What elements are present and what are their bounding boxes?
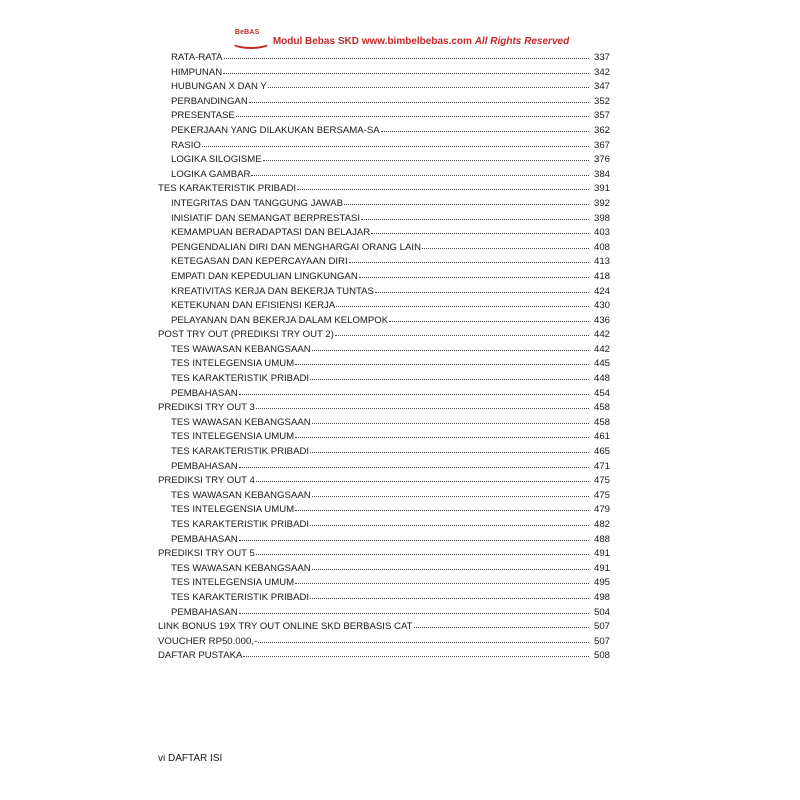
toc-entry-label: TES WAWASAN KEBANGSAAN: [171, 343, 311, 355]
toc-entry-label: TES INTELEGENSIA UMUM: [171, 577, 295, 589]
header-title-text: Modul Bebas SKD www.bimbelbebas.com: [272, 35, 472, 47]
toc-entry-label: PEMBAHASAN: [171, 606, 238, 618]
toc-entry-sub[interactable]: [158, 80, 610, 95]
toc-entry-sub[interactable]: [158, 562, 610, 577]
toc-entry-page-number: 436: [593, 314, 610, 326]
toc-entry-page-number: 367: [593, 139, 610, 151]
toc-entry-label: PELAYANAN DAN BEKERJA DALAM KELOMPOK: [171, 314, 389, 326]
toc-entry-label: INISIATIF DAN SEMANGAT BERPRESTASI: [171, 212, 361, 224]
toc-entry-page-number: 448: [593, 373, 610, 385]
toc-entry-label: EMPATI DAN KEPEDULIAN LINGKUNGAN: [171, 270, 358, 282]
toc-entry-sub[interactable]: [158, 416, 610, 431]
header-rights: All Rights Reserved: [474, 35, 570, 47]
toc-entry-page-number: 413: [593, 256, 610, 268]
toc-dot-leader: [295, 575, 589, 584]
toc-dot-leader: [239, 386, 589, 395]
toc-entry-label: TES INTELEGENSIA UMUM: [171, 431, 295, 443]
toc-dot-leader: [239, 532, 589, 541]
toc-entry[interactable]: [158, 474, 610, 489]
toc-entry-page-number: 491: [593, 548, 610, 560]
toc-entry-label: INTEGRITAS DAN TANGGUNG JAWAB: [171, 197, 343, 209]
toc-dot-leader: [375, 284, 589, 293]
toc-dot-leader: [312, 415, 589, 424]
toc-entry-label: PEMBAHASAN: [171, 387, 238, 399]
toc-entry-label: TES WAWASAN KEBANGSAAN: [171, 489, 311, 501]
toc-entry-page-number: 461: [593, 431, 610, 443]
toc-dot-leader: [256, 473, 589, 482]
toc-entry-sub[interactable]: [158, 533, 610, 548]
page-header: [0, 29, 800, 49]
toc-entry-page-number: 471: [593, 460, 610, 472]
toc-entry-page-number: 352: [593, 95, 610, 107]
toc-entry-page-number: 392: [593, 197, 610, 209]
page-footer: vi DAFTAR ISI: [158, 753, 223, 764]
toc-dot-leader: [223, 65, 589, 74]
toc-entry-page-number: 442: [593, 343, 610, 355]
toc-dot-leader: [312, 342, 589, 351]
toc-entry-label: TES KARAKTERISTIK PRIBADI: [171, 373, 310, 385]
toc-entry-page-number: 507: [593, 621, 610, 633]
toc-dot-leader: [236, 108, 589, 117]
toc-entry-label: KEMAMPUAN BERADAPTASI DAN BELAJAR: [171, 227, 371, 239]
toc-entry-sub[interactable]: [158, 241, 610, 256]
toc-entry-page-number: 398: [593, 212, 610, 224]
toc-entry-page-number: 342: [593, 66, 610, 78]
toc-entry[interactable]: [158, 635, 610, 650]
toc-entry[interactable]: [158, 328, 610, 343]
toc-entry-sub[interactable]: [158, 372, 610, 387]
toc-entry-sub[interactable]: [158, 357, 610, 372]
toc-entry-page-number: 357: [593, 110, 610, 122]
toc-entry-sub[interactable]: [158, 299, 610, 314]
toc-entry-page-number: 403: [593, 227, 610, 239]
toc-entry-label: RASIO: [171, 139, 201, 151]
toc-entry-page-number: 424: [593, 285, 610, 297]
toc-entry-page-number: 475: [593, 489, 610, 501]
toc-dot-leader: [344, 196, 589, 205]
toc-entry-page-number: 391: [593, 183, 610, 195]
toc-entry-page-number: 458: [593, 402, 610, 414]
toc-entry-label: PRESENTASE: [171, 110, 235, 122]
toc-entry-label: KREATIVITAS KERJA DAN BEKERJA TUNTAS: [171, 285, 374, 297]
toc-entry-sub[interactable]: [158, 109, 610, 124]
toc-dot-leader: [256, 546, 589, 555]
toc-dot-leader: [422, 240, 589, 249]
toc-dot-leader: [297, 181, 589, 190]
toc-entry[interactable]: [158, 401, 610, 416]
logo-swoosh: [231, 36, 271, 49]
toc-entry-page-number: 498: [593, 591, 610, 603]
toc-entry-sub[interactable]: [158, 387, 610, 402]
toc-entry-page-number: 465: [593, 446, 610, 458]
toc-entry-label: DAFTAR PUSTAKA: [158, 650, 243, 662]
toc-entry-page-number: 408: [593, 241, 610, 253]
toc-dot-leader: [359, 269, 589, 278]
toc-dot-leader: [414, 619, 590, 628]
toc-entry-page-number: 454: [593, 387, 610, 399]
toc-dot-leader: [249, 94, 589, 103]
toc-dot-leader: [263, 152, 589, 161]
toc-entry-sub[interactable]: [158, 445, 610, 460]
toc-entry-sub[interactable]: [158, 168, 610, 183]
toc-entry-sub[interactable]: [158, 124, 610, 139]
toc-entry-page-number: 479: [593, 504, 610, 516]
toc-entry-label: TES KARAKTERISTIK PRIBADI: [171, 591, 310, 603]
toc-dot-leader: [310, 371, 589, 380]
toc-entry-sub[interactable]: [158, 489, 610, 504]
toc-entry-label: PREDIKSI TRY OUT 4: [158, 475, 255, 487]
toc-dot-leader: [239, 605, 589, 614]
toc-dot-leader: [295, 356, 589, 365]
toc-entry-sub[interactable]: [158, 270, 610, 285]
toc-dot-leader: [268, 79, 589, 88]
toc-dot-leader: [310, 517, 589, 526]
toc-entry-page-number: 430: [593, 300, 610, 312]
toc-entry-sub[interactable]: [158, 226, 610, 241]
toc-entry-page-number: 347: [593, 81, 610, 93]
toc-dot-leader: [335, 327, 589, 336]
toc-entry[interactable]: [158, 649, 610, 664]
toc-dot-leader: [251, 167, 589, 176]
toc-entry-label: PEMBAHASAN: [171, 460, 238, 472]
toc-entry-page-number: 445: [593, 358, 610, 370]
toc-entry-label: PERBANDINGAN: [171, 95, 248, 107]
toc-entry-sub[interactable]: [158, 197, 610, 212]
toc-entry-label: POST TRY OUT (PREDIKSI TRY OUT 2): [158, 329, 334, 341]
toc-dot-leader: [371, 225, 589, 234]
toc-entry-page-number: 491: [593, 562, 610, 574]
toc-entry-label: HIMPUNAN: [171, 66, 223, 78]
toc-entry-sub[interactable]: [158, 343, 610, 358]
toc-dot-leader: [349, 254, 589, 263]
toc-entry-page-number: 508: [593, 650, 610, 662]
toc-entry-sub[interactable]: [158, 503, 610, 518]
toc-entry-page-number: 495: [593, 577, 610, 589]
toc-entry-page-number: 362: [593, 124, 610, 136]
toc-entry-sub[interactable]: [158, 51, 610, 66]
toc-entry-sub[interactable]: [158, 314, 610, 329]
toc-entry[interactable]: [158, 620, 610, 635]
toc-dot-leader: [389, 313, 589, 322]
toc-entry-sub[interactable]: [158, 153, 610, 168]
toc-entry-label: PENGENDALIAN DIRI DAN MENGHARGAI ORANG LAIN: [171, 241, 422, 253]
toc-entry-sub[interactable]: [158, 518, 610, 533]
toc-entry-sub[interactable]: [158, 606, 610, 621]
toc-entry-sub[interactable]: [158, 212, 610, 227]
toc-entry-page-number: 337: [593, 52, 610, 63]
toc-dot-leader: [295, 502, 589, 511]
toc-entry-label: TES KARAKTERISTIK PRIBADI: [171, 446, 310, 458]
toc-entry-label: KETEKUNAN DAN EFISIENSI KERJA: [171, 300, 336, 312]
toc-entry-label: TES KARAKTERISTIK PRIBADI: [171, 519, 310, 530]
toc-entry-page-number: 384: [593, 168, 610, 180]
toc-entry-sub[interactable]: [158, 591, 610, 606]
toc-entry-label: TES INTELEGENSIA UMUM: [171, 504, 295, 516]
toc-entry-page-number: 488: [593, 533, 610, 545]
table-of-contents: [158, 51, 610, 664]
toc-entry-sub[interactable]: [158, 255, 610, 270]
toc-entry[interactable]: [158, 547, 610, 562]
toc-entry-label: TES WAWASAN KEBANGSAAN: [171, 562, 311, 574]
toc-entry-sub[interactable]: [158, 430, 610, 445]
toc-entry[interactable]: [158, 182, 610, 197]
toc-dot-leader: [256, 400, 589, 409]
toc-entry-label: PREDIKSI TRY OUT 3: [158, 402, 255, 414]
logo-text: BeBAS: [234, 29, 260, 36]
toc-dot-leader: [361, 211, 589, 220]
toc-entry-page-number: 376: [593, 154, 610, 166]
toc-entry-label: TES KARAKTERISTIK PRIBADI: [158, 183, 297, 195]
toc-entry-page-number: 475: [593, 475, 610, 487]
toc-entry-label: PEKERJAAN YANG DILAKUKAN BERSAMA-SA: [171, 124, 380, 136]
toc-entry-label: LOGIKA SILOGISME: [171, 154, 262, 166]
bebas-logo: [231, 30, 269, 46]
toc-dot-leader: [224, 50, 589, 59]
toc-dot-leader: [239, 459, 589, 468]
toc-entry-page-number: 458: [593, 416, 610, 428]
toc-dot-leader: [295, 429, 589, 438]
toc-entry-sub[interactable]: [158, 576, 610, 591]
toc-entry-sub[interactable]: [158, 285, 610, 300]
toc-entry-sub[interactable]: [158, 95, 610, 110]
toc-entry-label: LOGIKA GAMBAR: [171, 168, 251, 180]
toc-entry-page-number: 504: [593, 606, 610, 618]
toc-dot-leader: [312, 488, 589, 497]
toc-dot-leader: [310, 590, 589, 599]
toc-dot-leader: [258, 634, 589, 643]
toc-entry-page-number: 507: [593, 635, 610, 647]
toc-dot-leader: [310, 444, 589, 453]
toc-entry-label: RATA-RATA: [171, 52, 223, 63]
toc-dot-leader: [202, 138, 589, 147]
toc-dot-leader: [336, 298, 589, 307]
toc-entry-label: HUBUNGAN X DAN Y: [171, 81, 267, 93]
toc-entry-label: VOUCHER RP50.000,-: [158, 635, 258, 647]
toc-entry-label: LINK BONUS 19X TRY OUT ONLINE SKD BERBASIS CAT: [158, 621, 413, 633]
toc-dot-leader: [243, 648, 589, 657]
toc-entry-label: TES INTELEGENSIA UMUM: [171, 358, 295, 370]
toc-entry-page-number: 418: [593, 270, 610, 282]
toc-dot-leader: [381, 123, 589, 132]
toc-entry-sub[interactable]: [158, 460, 610, 475]
toc-entry-sub[interactable]: [158, 139, 610, 154]
toc-dot-leader: [312, 561, 589, 570]
header-title: [273, 36, 569, 47]
toc-entry-label: PEMBAHASAN: [171, 533, 238, 545]
toc-entry-page-number: 482: [593, 519, 610, 530]
toc-entry-label: PREDIKSI TRY OUT 5: [158, 548, 255, 560]
toc-entry-label: TES WAWASAN KEBANGSAAN: [171, 416, 311, 428]
toc-entry-page-number: 442: [593, 329, 610, 341]
toc-entry-label: KETEGASAN DAN KEPERCAYAAN DIRI: [171, 256, 348, 268]
toc-entry-sub[interactable]: [158, 66, 610, 81]
